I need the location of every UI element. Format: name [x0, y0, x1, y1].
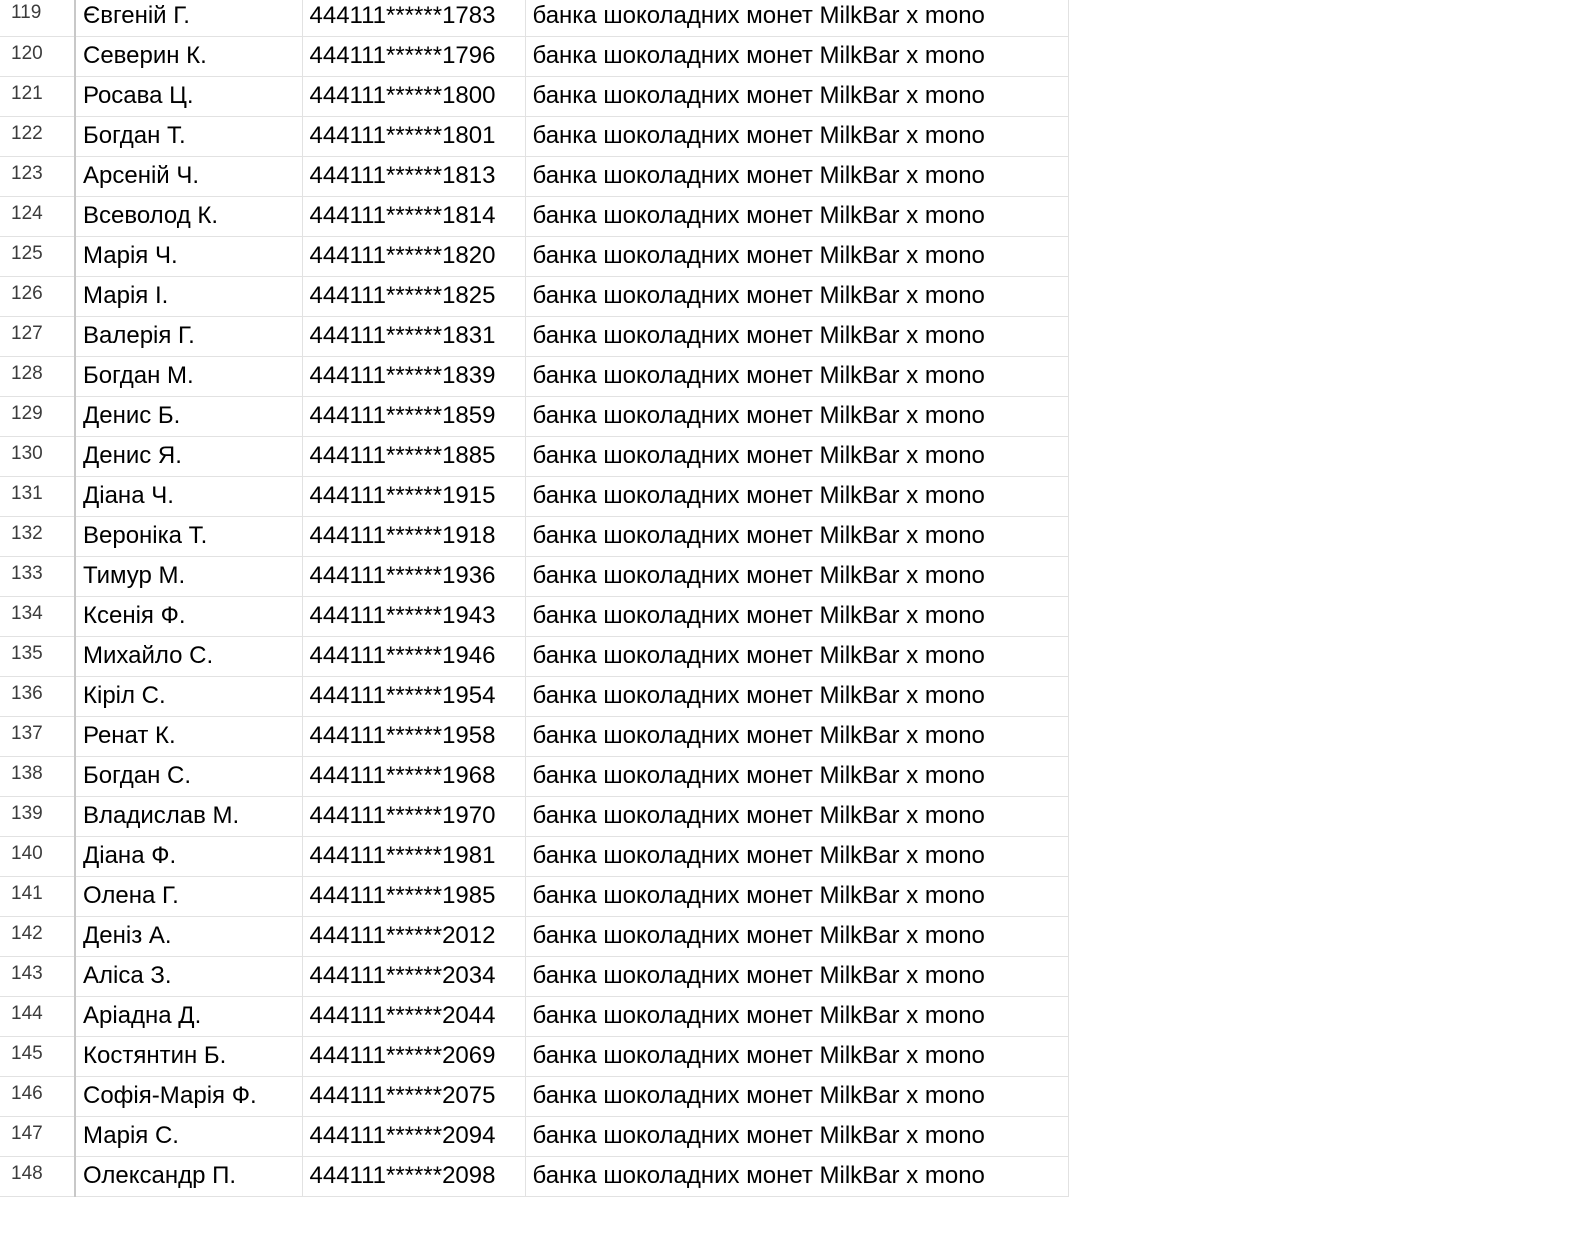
cell-prize[interactable]: банка шоколадних монет MilkBar x mono: [525, 196, 1068, 236]
row-number-header[interactable]: 148: [0, 1156, 75, 1196]
cell-prize[interactable]: банка шоколадних монет MilkBar x mono: [525, 556, 1068, 596]
cell-card-number[interactable]: 444111******1783: [302, 0, 525, 36]
cell-card-number[interactable]: 444111******1968: [302, 756, 525, 796]
cell-card-number[interactable]: 444111******2044: [302, 996, 525, 1036]
table-row: [0, 596, 1068, 636]
cell-name[interactable]: Діана Ф.: [75, 836, 302, 876]
cell-card-number[interactable]: 444111******1970: [302, 796, 525, 836]
table-row: [0, 716, 1068, 756]
cell-name[interactable]: Кіріл С.: [75, 676, 302, 716]
cell-name[interactable]: Вероніка Т.: [75, 516, 302, 556]
table-row: [0, 236, 1068, 276]
cell-card-number[interactable]: 444111******2075: [302, 1076, 525, 1116]
cell-name[interactable]: Тимур М.: [75, 556, 302, 596]
row-number-header[interactable]: 146: [0, 1076, 75, 1116]
row-number-header[interactable]: 147: [0, 1116, 75, 1156]
cell-name[interactable]: Деніз А.: [75, 916, 302, 956]
table-row: [0, 1116, 1068, 1156]
cell-prize[interactable]: банка шоколадних монет MilkBar x mono: [525, 916, 1068, 956]
table-row: [0, 516, 1068, 556]
row-number-header[interactable]: 124: [0, 196, 75, 236]
table-row: [0, 876, 1068, 916]
cell-name[interactable]: Олена Г.: [75, 876, 302, 916]
cell-card-number[interactable]: 444111******2094: [302, 1116, 525, 1156]
row-number-header[interactable]: 119: [0, 0, 75, 36]
table-row: [0, 116, 1068, 156]
cell-name[interactable]: Всеволод К.: [75, 196, 302, 236]
cell-card-number[interactable]: 444111******1946: [302, 636, 525, 676]
cell-card-number[interactable]: 444111******2034: [302, 956, 525, 996]
cell-prize[interactable]: банка шоколадних монет MilkBar x mono: [525, 756, 1068, 796]
cell-prize[interactable]: банка шоколадних монет MilkBar x mono: [525, 236, 1068, 276]
cell-name[interactable]: Богдан Т.: [75, 116, 302, 156]
cell-card-number[interactable]: 444111******1985: [302, 876, 525, 916]
cell-name[interactable]: Владислав М.: [75, 796, 302, 836]
cell-prize[interactable]: банка шоколадних монет MilkBar x mono: [525, 76, 1068, 116]
cell-card-number[interactable]: 444111******2098: [302, 1156, 525, 1196]
cell-prize[interactable]: банка шоколадних монет MilkBar x mono: [525, 596, 1068, 636]
cell-prize[interactable]: банка шоколадних монет MilkBar x mono: [525, 396, 1068, 436]
row-number-header[interactable]: 141: [0, 876, 75, 916]
row-number-header[interactable]: 122: [0, 116, 75, 156]
row-number-header[interactable]: 128: [0, 356, 75, 396]
row-number-header[interactable]: 136: [0, 676, 75, 716]
cell-name[interactable]: Софія-Марія Ф.: [75, 1076, 302, 1116]
table-row: [0, 476, 1068, 516]
table-row: [0, 996, 1068, 1036]
row-number-header[interactable]: 139: [0, 796, 75, 836]
row-number-header[interactable]: 129: [0, 396, 75, 436]
table-row: [0, 556, 1068, 596]
row-number-header[interactable]: 138: [0, 756, 75, 796]
table-row: [0, 436, 1068, 476]
cell-name[interactable]: Северин К.: [75, 36, 302, 76]
row-number-header[interactable]: 126: [0, 276, 75, 316]
row-number-header[interactable]: 142: [0, 916, 75, 956]
cell-card-number[interactable]: 444111******2069: [302, 1036, 525, 1076]
cell-name[interactable]: Костянтин Б.: [75, 1036, 302, 1076]
cell-name[interactable]: Михайло С.: [75, 636, 302, 676]
cell-prize[interactable]: банка шоколадних монет MilkBar x mono: [525, 356, 1068, 396]
cell-card-number[interactable]: 444111******1918: [302, 516, 525, 556]
cell-prize[interactable]: банка шоколадних монет MilkBar x mono: [525, 956, 1068, 996]
cell-card-number[interactable]: 444111******1954: [302, 676, 525, 716]
cell-name[interactable]: Марія С.: [75, 1116, 302, 1156]
cell-card-number[interactable]: 444111******2012: [302, 916, 525, 956]
cell-prize[interactable]: банка шоколадних монет MilkBar x mono: [525, 276, 1068, 316]
cell-card-number[interactable]: 444111******1936: [302, 556, 525, 596]
row-number-header[interactable]: 144: [0, 996, 75, 1036]
table-row: [0, 396, 1068, 436]
row-number-header[interactable]: 133: [0, 556, 75, 596]
cell-card-number[interactable]: 444111******1820: [302, 236, 525, 276]
cell-card-number[interactable]: 444111******1801: [302, 116, 525, 156]
cell-prize[interactable]: банка шоколадних монет MilkBar x mono: [525, 116, 1068, 156]
table-row: [0, 1156, 1068, 1196]
cell-prize[interactable]: банка шоколадних монет MilkBar x mono: [525, 0, 1068, 36]
cell-prize[interactable]: банка шоколадних монет MilkBar x mono: [525, 636, 1068, 676]
cell-name[interactable]: Олександр П.: [75, 1156, 302, 1196]
cell-name[interactable]: Марія Ч.: [75, 236, 302, 276]
cell-name[interactable]: Аліса З.: [75, 956, 302, 996]
cell-card-number[interactable]: 444111******1839: [302, 356, 525, 396]
row-number-header[interactable]: 121: [0, 76, 75, 116]
row-number-header[interactable]: 140: [0, 836, 75, 876]
cell-card-number[interactable]: 444111******1831: [302, 316, 525, 356]
cell-prize[interactable]: банка шоколадних монет MilkBar x mono: [525, 156, 1068, 196]
table-row: [0, 956, 1068, 996]
table-row: [0, 196, 1068, 236]
cell-prize[interactable]: банка шоколадних монет MilkBar x mono: [525, 676, 1068, 716]
row-number-header[interactable]: 145: [0, 1036, 75, 1076]
table-row: [0, 36, 1068, 76]
table-row: [0, 836, 1068, 876]
row-number-header[interactable]: 127: [0, 316, 75, 356]
cell-prize[interactable]: банка шоколадних монет MilkBar x mono: [525, 1116, 1068, 1156]
row-number-header[interactable]: 134: [0, 596, 75, 636]
cell-name[interactable]: Росава Ц.: [75, 76, 302, 116]
cell-prize[interactable]: банка шоколадних монет MilkBar x mono: [525, 1076, 1068, 1116]
row-number-header[interactable]: 130: [0, 436, 75, 476]
row-number-header[interactable]: 132: [0, 516, 75, 556]
table-row: [0, 756, 1068, 796]
row-number-header[interactable]: 135: [0, 636, 75, 676]
cell-name[interactable]: Марія І.: [75, 276, 302, 316]
cell-card-number[interactable]: 444111******1825: [302, 276, 525, 316]
cell-name[interactable]: Діана Ч.: [75, 476, 302, 516]
cell-name[interactable]: Аріадна Д.: [75, 996, 302, 1036]
cell-card-number[interactable]: 444111******1814: [302, 196, 525, 236]
cell-card-number[interactable]: 444111******1800: [302, 76, 525, 116]
cell-prize[interactable]: банка шоколадних монет MilkBar x mono: [525, 436, 1068, 476]
table-row: [0, 156, 1068, 196]
cell-name[interactable]: Євгеній Г.: [75, 0, 302, 36]
cell-prize[interactable]: банка шоколадних монет MilkBar x mono: [525, 996, 1068, 1036]
row-number-header[interactable]: 137: [0, 716, 75, 756]
table-row: [0, 276, 1068, 316]
cell-name[interactable]: Валерія Г.: [75, 316, 302, 356]
cell-name[interactable]: Ксенія Ф.: [75, 596, 302, 636]
table-row: [0, 916, 1068, 956]
table-row: [0, 0, 1068, 36]
cell-prize[interactable]: банка шоколадних монет MilkBar x mono: [525, 796, 1068, 836]
cell-card-number[interactable]: 444111******1915: [302, 476, 525, 516]
cell-name[interactable]: Денис Б.: [75, 396, 302, 436]
cell-card-number[interactable]: 444111******1943: [302, 596, 525, 636]
cell-card-number[interactable]: 444111******1813: [302, 156, 525, 196]
cell-card-number[interactable]: 444111******1981: [302, 836, 525, 876]
cell-prize[interactable]: банка шоколадних монет MilkBar x mono: [525, 1156, 1068, 1196]
cell-prize[interactable]: банка шоколадних монет MilkBar x mono: [525, 836, 1068, 876]
cell-card-number[interactable]: 444111******1796: [302, 36, 525, 76]
table-row: [0, 796, 1068, 836]
table-row: [0, 316, 1068, 356]
cell-prize[interactable]: банка шоколадних монет MilkBar x mono: [525, 516, 1068, 556]
cell-prize[interactable]: банка шоколадних монет MilkBar x mono: [525, 1036, 1068, 1076]
cell-prize[interactable]: банка шоколадних монет MilkBar x mono: [525, 36, 1068, 76]
row-number-header[interactable]: 131: [0, 476, 75, 516]
cell-prize[interactable]: банка шоколадних монет MilkBar x mono: [525, 476, 1068, 516]
table-row: [0, 76, 1068, 116]
cell-card-number[interactable]: 444111******1859: [302, 396, 525, 436]
row-number-header[interactable]: 125: [0, 236, 75, 276]
row-number-header[interactable]: 143: [0, 956, 75, 996]
cell-name[interactable]: Денис Я.: [75, 436, 302, 476]
table-row: [0, 636, 1068, 676]
table-row: [0, 1036, 1068, 1076]
cell-name[interactable]: Богдан С.: [75, 756, 302, 796]
cell-prize[interactable]: банка шоколадних монет MilkBar x mono: [525, 876, 1068, 916]
table-row: [0, 1076, 1068, 1116]
cell-prize[interactable]: банка шоколадних монет MilkBar x mono: [525, 716, 1068, 756]
row-number-header[interactable]: 120: [0, 36, 75, 76]
table-row: [0, 356, 1068, 396]
cell-name[interactable]: Арсеній Ч.: [75, 156, 302, 196]
cell-card-number[interactable]: 444111******1885: [302, 436, 525, 476]
row-number-header[interactable]: 123: [0, 156, 75, 196]
table-row: [0, 676, 1068, 716]
cell-name[interactable]: Богдан М.: [75, 356, 302, 396]
cell-prize[interactable]: банка шоколадних монет MilkBar x mono: [525, 316, 1068, 356]
cell-name[interactable]: Ренат К.: [75, 716, 302, 756]
cell-card-number[interactable]: 444111******1958: [302, 716, 525, 756]
